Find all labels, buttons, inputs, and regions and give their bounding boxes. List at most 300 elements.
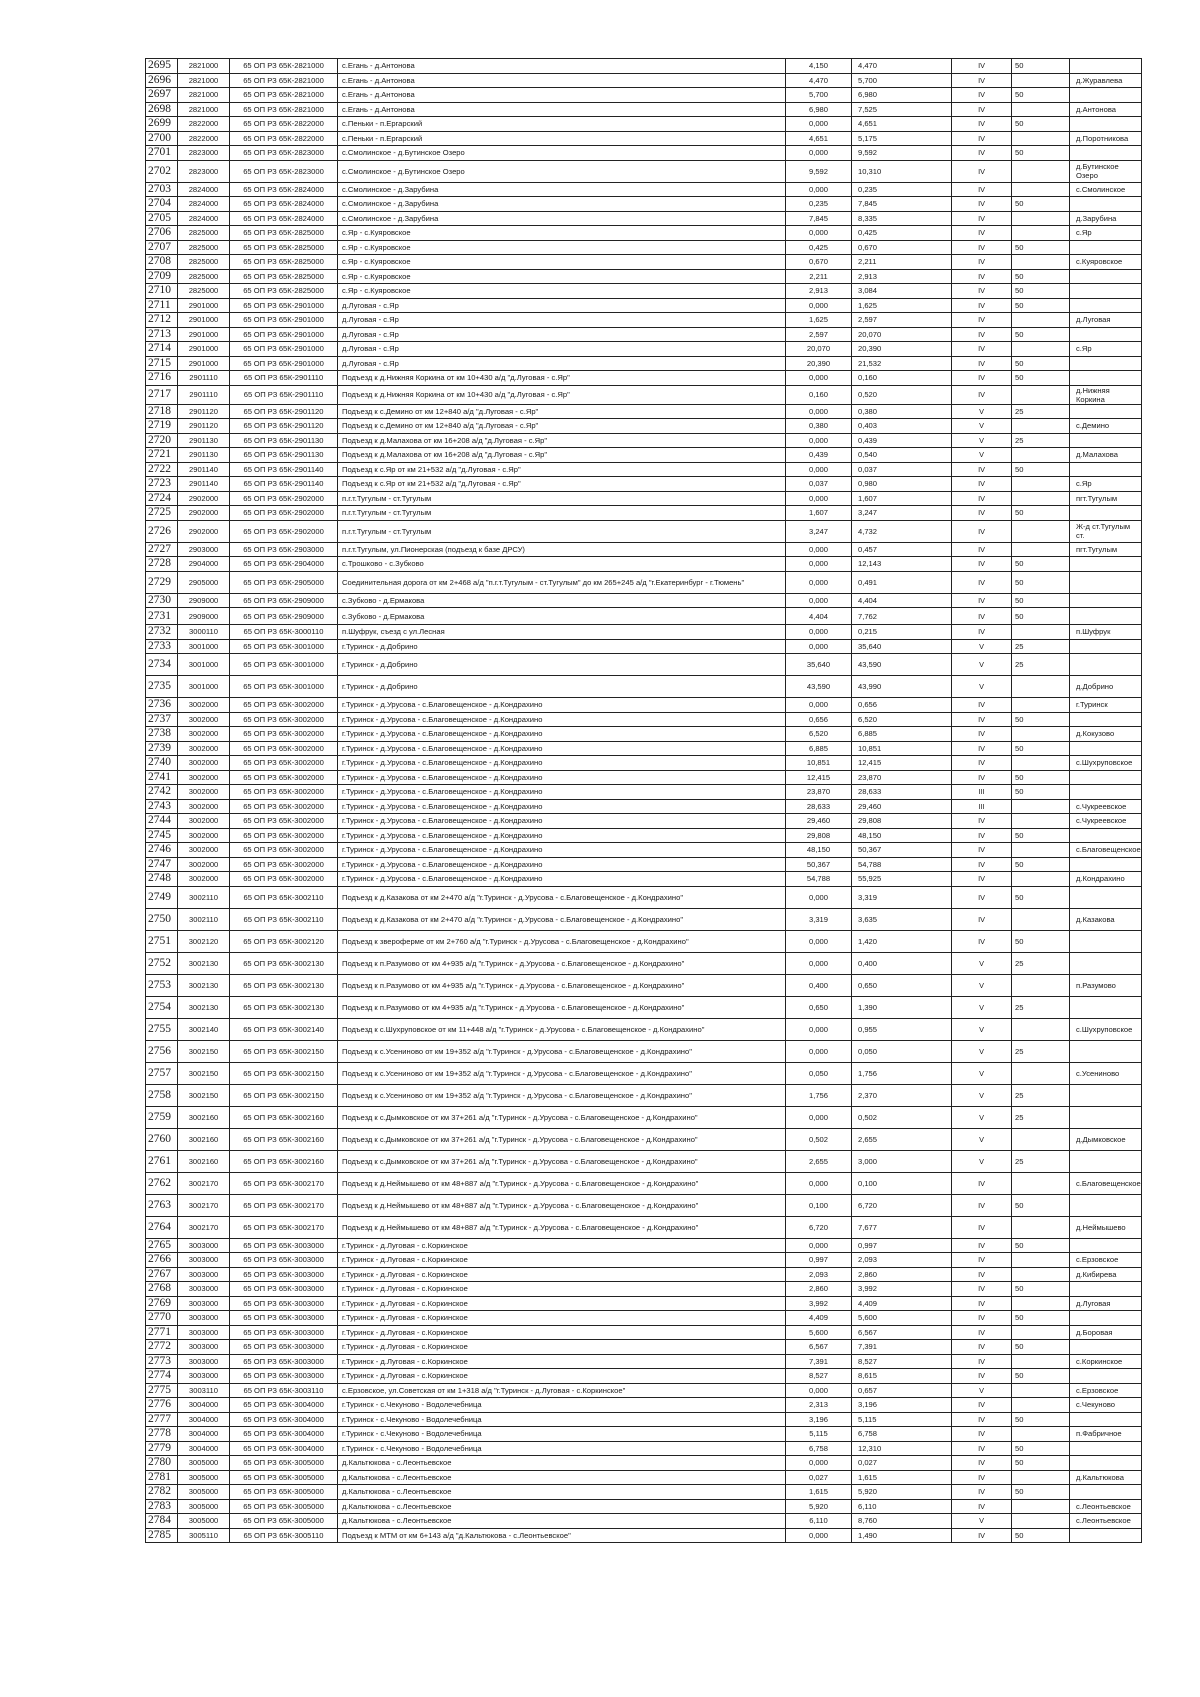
cell-row-number: 2701 (146, 146, 178, 161)
cell-settlement: с.Шухруповское (1070, 756, 1142, 771)
cell-road-code: 3002000 (178, 712, 230, 727)
cell-road-id: 65 ОП РЗ 65К-2901000 (230, 313, 338, 328)
cell-speed-limit: 50 (1012, 269, 1070, 284)
cell-row-number: 2707 (146, 240, 178, 255)
table-row (146, 843, 1142, 858)
table-row (146, 930, 1142, 952)
cell-speed-limit: 50 (1012, 1311, 1070, 1326)
cell-road-code: 2902000 (178, 520, 230, 542)
cell-road-code: 2909000 (178, 593, 230, 608)
cell-road-code: 2824000 (178, 197, 230, 212)
cell-road-category: V (952, 1128, 1012, 1150)
cell-row-number: 2718 (146, 404, 178, 419)
cell-settlement (1070, 952, 1142, 974)
cell-road-code: 3000110 (178, 625, 230, 640)
table-row (146, 857, 1142, 872)
cell-row-number: 2726 (146, 520, 178, 542)
cell-settlement (1070, 1282, 1142, 1297)
cell-road-id: 65 ОП РЗ 65К-3003000 (230, 1267, 338, 1282)
cell-row-number: 2738 (146, 727, 178, 742)
cell-row-number: 2727 (146, 542, 178, 557)
cell-settlement (1070, 608, 1142, 625)
cell-km-end: 1,615 (852, 1470, 952, 1485)
cell-road-id: 65 ОП РЗ 65К-2822000 (230, 117, 338, 132)
cell-road-category: V (952, 1514, 1012, 1529)
cell-km-start: 2,313 (786, 1398, 852, 1413)
cell-row-number: 2732 (146, 625, 178, 640)
cell-road-name: д.Луговая - с.Яр (338, 327, 786, 342)
cell-road-category: IV (952, 930, 1012, 952)
cell-road-code: 3001000 (178, 654, 230, 676)
cell-road-name: Подъезд к д.Нижняя Коркина от км 10+430 а/д "д.Луговая - с.Яр" (338, 371, 786, 386)
cell-road-category: IV (952, 462, 1012, 477)
cell-km-start: 1,756 (786, 1084, 852, 1106)
cell-road-category: V (952, 404, 1012, 419)
cell-km-start: 9,592 (786, 160, 852, 182)
cell-road-id: 65 ОП РЗ 65К-3005000 (230, 1456, 338, 1471)
cell-road-name: г.Туринск - д.Луговая - с.Коркинское (338, 1369, 786, 1384)
cell-road-name: с.Егань - д.Антонова (338, 102, 786, 117)
cell-road-code: 3005000 (178, 1470, 230, 1485)
cell-road-name: г.Туринск - д.Урусова - с.Благовещенское - д.Кондрахино (338, 785, 786, 800)
cell-km-start: 0,000 (786, 146, 852, 161)
cell-road-name: Подъезд к д.Малахова от км 16+208 а/д "д.Луговая - с.Яр" (338, 448, 786, 463)
cell-road-name: г.Туринск - д.Луговая - с.Коркинское (338, 1267, 786, 1282)
cell-speed-limit: 50 (1012, 1238, 1070, 1253)
cell-road-category: IV (952, 1194, 1012, 1216)
cell-road-category: V (952, 996, 1012, 1018)
cell-road-name: Подъезд к п.Разумово от км 4+935 а/д "г.Туринск - д.Урусова - с.Благовещенское - д.Кондрахино" (338, 996, 786, 1018)
cell-km-start: 0,000 (786, 952, 852, 974)
cell-speed-limit (1012, 385, 1070, 404)
cell-road-code: 2825000 (178, 240, 230, 255)
cell-road-code: 2901130 (178, 433, 230, 448)
cell-settlement: д.Луговая (1070, 1296, 1142, 1311)
cell-road-name: Подъезд к звероферме от км 2+760 а/д "г.Туринск - д.Урусова - с.Благовещенское - д.Кондрахино" (338, 930, 786, 952)
cell-row-number: 2720 (146, 433, 178, 448)
cell-settlement (1070, 654, 1142, 676)
cell-speed-limit: 50 (1012, 557, 1070, 572)
cell-road-id: 65 ОП РЗ 65К-3003000 (230, 1369, 338, 1384)
cell-road-id: 65 ОП РЗ 65К-3002000 (230, 814, 338, 829)
cell-road-category: V (952, 952, 1012, 974)
cell-km-end: 12,310 (852, 1441, 952, 1456)
cell-row-number: 2741 (146, 770, 178, 785)
table-row (146, 491, 1142, 506)
cell-speed-limit (1012, 491, 1070, 506)
cell-speed-limit (1012, 1172, 1070, 1194)
cell-road-code: 3003000 (178, 1296, 230, 1311)
cell-road-code: 2821000 (178, 102, 230, 117)
table-row (146, 785, 1142, 800)
cell-row-number: 2754 (146, 996, 178, 1018)
cell-speed-limit: 25 (1012, 654, 1070, 676)
table-row (146, 284, 1142, 299)
cell-row-number: 2785 (146, 1528, 178, 1543)
cell-road-code: 2901000 (178, 327, 230, 342)
cell-speed-limit (1012, 625, 1070, 640)
cell-road-id: 65 ОП РЗ 65К-2823000 (230, 160, 338, 182)
cell-road-category: IV (952, 313, 1012, 328)
cell-road-id: 65 ОП РЗ 65К-3001000 (230, 654, 338, 676)
cell-settlement (1070, 1456, 1142, 1471)
cell-settlement (1070, 117, 1142, 132)
cell-road-category: V (952, 1040, 1012, 1062)
cell-road-category: IV (952, 182, 1012, 197)
cell-road-name: г.Туринск - д.Урусова - с.Благовещенское - д.Кондрахино (338, 828, 786, 843)
cell-km-end: 28,633 (852, 785, 952, 800)
cell-row-number: 2722 (146, 462, 178, 477)
cell-road-code: 3002000 (178, 872, 230, 887)
cell-road-category: IV (952, 741, 1012, 756)
cell-row-number: 2735 (146, 676, 178, 698)
cell-road-code: 3005000 (178, 1456, 230, 1471)
cell-km-start: 50,367 (786, 857, 852, 872)
cell-settlement: д.Малахова (1070, 448, 1142, 463)
cell-road-category: IV (952, 886, 1012, 908)
cell-km-end: 1,490 (852, 1528, 952, 1543)
cell-road-name: г.Туринск - д.Добрино (338, 639, 786, 654)
cell-speed-limit: 25 (1012, 952, 1070, 974)
table-row (146, 182, 1142, 197)
cell-km-start: 3,992 (786, 1296, 852, 1311)
cell-road-category: V (952, 419, 1012, 434)
cell-road-name: г.Туринск - д.Урусова - с.Благовещенское - д.Кондрахино (338, 843, 786, 858)
cell-settlement (1070, 88, 1142, 103)
cell-road-id: 65 ОП РЗ 65К-2901110 (230, 385, 338, 404)
cell-km-start: 0,000 (786, 1238, 852, 1253)
table-row (146, 639, 1142, 654)
cell-row-number: 2755 (146, 1018, 178, 1040)
cell-km-end: 1,390 (852, 996, 952, 1018)
table-row (146, 1427, 1142, 1442)
cell-km-start: 2,093 (786, 1267, 852, 1282)
cell-row-number: 2699 (146, 117, 178, 132)
cell-road-category: V (952, 676, 1012, 698)
cell-road-name: д.Луговая - с.Яр (338, 298, 786, 313)
cell-speed-limit (1012, 1398, 1070, 1413)
cell-km-start: 0,000 (786, 557, 852, 572)
cell-road-id: 65 ОП РЗ 65К-3002150 (230, 1062, 338, 1084)
table-row (146, 1514, 1142, 1529)
cell-km-start: 3,247 (786, 520, 852, 542)
cell-road-category: IV (952, 1441, 1012, 1456)
table-row (146, 828, 1142, 843)
cell-road-category: IV (952, 1311, 1012, 1326)
cell-road-code: 3002170 (178, 1194, 230, 1216)
cell-speed-limit (1012, 799, 1070, 814)
cell-speed-limit: 50 (1012, 886, 1070, 908)
cell-settlement: д.Дымковское (1070, 1128, 1142, 1150)
cell-road-code: 2901000 (178, 313, 230, 328)
cell-road-name: г.Туринск - д.Луговая - с.Коркинское (338, 1354, 786, 1369)
cell-road-category: IV (952, 593, 1012, 608)
cell-road-name: д.Кальтюкова - с.Леонтьевское (338, 1485, 786, 1500)
cell-km-start: 0,000 (786, 1106, 852, 1128)
cell-km-start: 0,000 (786, 226, 852, 241)
cell-speed-limit: 50 (1012, 1456, 1070, 1471)
cell-road-category: IV (952, 908, 1012, 930)
cell-road-code: 3002140 (178, 1018, 230, 1040)
cell-road-code: 3003000 (178, 1340, 230, 1355)
cell-road-name: с.Смолинское - д.Зарубина (338, 197, 786, 212)
table-row (146, 625, 1142, 640)
cell-road-id: 65 ОП РЗ 65К-2909000 (230, 593, 338, 608)
cell-km-start: 7,391 (786, 1354, 852, 1369)
cell-road-code: 3003000 (178, 1253, 230, 1268)
cell-row-number: 2757 (146, 1062, 178, 1084)
cell-road-name: п.г.т.Тугулым - ст.Тугулым (338, 506, 786, 521)
cell-km-end: 7,845 (852, 197, 952, 212)
cell-settlement (1070, 1369, 1142, 1384)
cell-road-category: IV (952, 828, 1012, 843)
cell-road-id: 65 ОП РЗ 65К-3002000 (230, 785, 338, 800)
cell-road-name: с.Пеньки - п.Ергарский (338, 117, 786, 132)
cell-km-start: 0,000 (786, 371, 852, 386)
cell-km-start: 0,027 (786, 1470, 852, 1485)
cell-settlement: с.Ерзовское (1070, 1253, 1142, 1268)
cell-road-code: 2824000 (178, 211, 230, 226)
cell-settlement (1070, 1238, 1142, 1253)
cell-road-code: 2901000 (178, 356, 230, 371)
cell-road-category: IV (952, 477, 1012, 492)
cell-road-id: 65 ОП РЗ 65К-3003110 (230, 1383, 338, 1398)
cell-settlement (1070, 298, 1142, 313)
cell-settlement: д.Боровая (1070, 1325, 1142, 1340)
cell-km-end: 5,600 (852, 1311, 952, 1326)
cell-settlement: д.Неймышево (1070, 1216, 1142, 1238)
cell-road-name: г.Туринск - д.Луговая - с.Коркинское (338, 1282, 786, 1297)
table-row (146, 1296, 1142, 1311)
cell-settlement: с.Яр (1070, 477, 1142, 492)
cell-km-start: 0,000 (786, 433, 852, 448)
cell-road-id: 65 ОП РЗ 65К-3002000 (230, 828, 338, 843)
cell-km-end: 20,070 (852, 327, 952, 342)
cell-speed-limit: 25 (1012, 404, 1070, 419)
cell-speed-limit (1012, 313, 1070, 328)
cell-settlement: пгт.Тугулым (1070, 491, 1142, 506)
cell-speed-limit: 50 (1012, 298, 1070, 313)
cell-km-start: 5,600 (786, 1325, 852, 1340)
cell-road-category: IV (952, 1528, 1012, 1543)
table-row (146, 1106, 1142, 1128)
cell-road-id: 65 ОП РЗ 65К-3002000 (230, 741, 338, 756)
cell-road-id: 65 ОП РЗ 65К-2901140 (230, 477, 338, 492)
cell-km-end: 50,367 (852, 843, 952, 858)
cell-km-start: 1,625 (786, 313, 852, 328)
cell-km-start: 0,670 (786, 255, 852, 270)
cell-km-start: 0,000 (786, 1456, 852, 1471)
cell-km-end: 0,235 (852, 182, 952, 197)
cell-speed-limit (1012, 448, 1070, 463)
cell-settlement: п.Разумово (1070, 974, 1142, 996)
cell-row-number: 2730 (146, 593, 178, 608)
cell-road-name: г.Туринск - д.Урусова - с.Благовещенское - д.Кондрахино (338, 727, 786, 742)
table-row (146, 269, 1142, 284)
cell-settlement (1070, 371, 1142, 386)
table-row (146, 385, 1142, 404)
cell-road-category: IV (952, 59, 1012, 74)
cell-settlement: д.Кокузово (1070, 727, 1142, 742)
cell-km-end: 4,409 (852, 1296, 952, 1311)
cell-road-id: 65 ОП РЗ 65К-3002130 (230, 974, 338, 996)
cell-km-start: 6,758 (786, 1441, 852, 1456)
cell-settlement (1070, 1150, 1142, 1172)
cell-road-id: 65 ОП РЗ 65К-2901110 (230, 371, 338, 386)
cell-speed-limit: 50 (1012, 608, 1070, 625)
cell-km-end: 4,470 (852, 59, 952, 74)
cell-settlement: п.Фабричное (1070, 1427, 1142, 1442)
cell-road-code: 2901000 (178, 342, 230, 357)
cell-road-code: 3002150 (178, 1040, 230, 1062)
cell-km-end: 1,420 (852, 930, 952, 952)
cell-km-start: 48,150 (786, 843, 852, 858)
cell-road-id: 65 ОП РЗ 65К-3005110 (230, 1528, 338, 1543)
cell-road-code: 2909000 (178, 608, 230, 625)
cell-road-id: 65 ОП РЗ 65К-2825000 (230, 240, 338, 255)
table-row (146, 59, 1142, 74)
cell-row-number: 2712 (146, 313, 178, 328)
cell-speed-limit: 50 (1012, 197, 1070, 212)
table-row (146, 996, 1142, 1018)
cell-km-start: 0,000 (786, 571, 852, 593)
cell-speed-limit (1012, 73, 1070, 88)
cell-road-name: п.г.т.Тугулым, ул.Пионерская (подъезд к базе ДРСУ) (338, 542, 786, 557)
cell-road-name: с.Яр - с.Куяровское (338, 226, 786, 241)
cell-road-id: 65 ОП РЗ 65К-3002000 (230, 770, 338, 785)
table-row (146, 1150, 1142, 1172)
cell-speed-limit (1012, 1470, 1070, 1485)
cell-road-id: 65 ОП РЗ 65К-2901130 (230, 433, 338, 448)
cell-row-number: 2746 (146, 843, 178, 858)
table-row (146, 197, 1142, 212)
cell-road-id: 65 ОП РЗ 65К-2901000 (230, 342, 338, 357)
cell-road-id: 65 ОП РЗ 65К-3003000 (230, 1296, 338, 1311)
table-row (146, 520, 1142, 542)
cell-row-number: 2758 (146, 1084, 178, 1106)
cell-road-code: 3002000 (178, 857, 230, 872)
cell-speed-limit: 50 (1012, 462, 1070, 477)
cell-settlement: Ж-д ст.Тугулым ст. (1070, 520, 1142, 542)
cell-km-start: 3,196 (786, 1412, 852, 1427)
cell-road-code: 3002000 (178, 799, 230, 814)
cell-settlement: с.Шухруповское (1070, 1018, 1142, 1040)
cell-km-end: 6,567 (852, 1325, 952, 1340)
cell-speed-limit: 50 (1012, 1194, 1070, 1216)
cell-speed-limit (1012, 182, 1070, 197)
cell-km-start: 0,439 (786, 448, 852, 463)
table-row (146, 1528, 1142, 1543)
cell-road-category: V (952, 1383, 1012, 1398)
table-row (146, 799, 1142, 814)
cell-settlement: д.Журавлева (1070, 73, 1142, 88)
cell-km-start: 0,000 (786, 639, 852, 654)
cell-speed-limit: 50 (1012, 593, 1070, 608)
cell-km-end: 0,215 (852, 625, 952, 640)
cell-road-category: IV (952, 608, 1012, 625)
cell-km-start: 0,000 (786, 117, 852, 132)
cell-road-id: 65 ОП РЗ 65К-3003000 (230, 1238, 338, 1253)
table-row (146, 448, 1142, 463)
cell-km-start: 54,788 (786, 872, 852, 887)
cell-row-number: 2772 (146, 1340, 178, 1355)
cell-road-id: 65 ОП РЗ 65К-3002160 (230, 1106, 338, 1128)
cell-road-code: 2902000 (178, 506, 230, 521)
cell-road-id: 65 ОП РЗ 65К-3003000 (230, 1311, 338, 1326)
cell-km-start: 6,980 (786, 102, 852, 117)
cell-road-code: 3002130 (178, 952, 230, 974)
cell-km-start: 0,000 (786, 182, 852, 197)
cell-km-start: 0,380 (786, 419, 852, 434)
cell-km-end: 12,143 (852, 557, 952, 572)
cell-km-start: 43,590 (786, 676, 852, 698)
cell-km-start: 4,409 (786, 1311, 852, 1326)
cell-km-end: 0,491 (852, 571, 952, 593)
table-row (146, 462, 1142, 477)
cell-road-id: 65 ОП РЗ 65К-3002000 (230, 727, 338, 742)
cell-row-number: 2773 (146, 1354, 178, 1369)
cell-road-category: IV (952, 102, 1012, 117)
cell-road-code: 3002130 (178, 974, 230, 996)
cell-speed-limit (1012, 974, 1070, 996)
table-row (146, 160, 1142, 182)
cell-road-name: п.г.т.Тугулым - ст.Тугулым (338, 520, 786, 542)
cell-road-category: V (952, 1084, 1012, 1106)
cell-settlement: д.Поротникова (1070, 131, 1142, 146)
cell-row-number: 2695 (146, 59, 178, 74)
cell-road-id: 65 ОП РЗ 65К-2824000 (230, 211, 338, 226)
cell-road-category: IV (952, 1340, 1012, 1355)
cell-km-end: 4,404 (852, 593, 952, 608)
cell-road-code: 3002000 (178, 828, 230, 843)
cell-settlement: с.Благовещенское (1070, 843, 1142, 858)
cell-road-id: 65 ОП РЗ 65К-2903000 (230, 542, 338, 557)
cell-road-category: V (952, 1018, 1012, 1040)
cell-km-end: 1,756 (852, 1062, 952, 1084)
cell-road-category: IV (952, 327, 1012, 342)
cell-km-start: 6,520 (786, 727, 852, 742)
cell-row-number: 2705 (146, 211, 178, 226)
cell-road-name: с.Яр - с.Куяровское (338, 240, 786, 255)
cell-settlement (1070, 1412, 1142, 1427)
cell-road-name: с.Смолинское - д.Бутинское Озеро (338, 146, 786, 161)
table-row (146, 741, 1142, 756)
cell-settlement: д.Добрино (1070, 676, 1142, 698)
cell-speed-limit: 50 (1012, 1485, 1070, 1500)
cell-speed-limit (1012, 520, 1070, 542)
cell-road-category: IV (952, 1267, 1012, 1282)
cell-km-start: 0,000 (786, 1172, 852, 1194)
table-row (146, 371, 1142, 386)
cell-settlement (1070, 1340, 1142, 1355)
cell-km-end: 29,460 (852, 799, 952, 814)
cell-road-id: 65 ОП РЗ 65К-3002160 (230, 1150, 338, 1172)
table-row (146, 342, 1142, 357)
cell-km-end: 0,439 (852, 433, 952, 448)
cell-road-category: IV (952, 1282, 1012, 1297)
cell-road-code: 3002000 (178, 814, 230, 829)
cell-km-end: 0,027 (852, 1456, 952, 1471)
cell-road-code: 3002130 (178, 996, 230, 1018)
cell-speed-limit: 50 (1012, 371, 1070, 386)
cell-km-start: 4,651 (786, 131, 852, 146)
cell-road-name: Подъезд к п.Разумово от км 4+935 а/д "г.Туринск - д.Урусова - с.Благовещенское - д.Кондрахино" (338, 952, 786, 974)
table-row (146, 356, 1142, 371)
cell-km-start: 0,000 (786, 1018, 852, 1040)
cell-speed-limit (1012, 226, 1070, 241)
cell-road-name: Соединительная дорога от км 2+468 а/д "п.г.т.Тугулым - ст.Тугулым" до км 265+245 а/д "г.Екатеринбург - г.Тюмень" (338, 571, 786, 593)
cell-road-id: 65 ОП РЗ 65К-2825000 (230, 269, 338, 284)
